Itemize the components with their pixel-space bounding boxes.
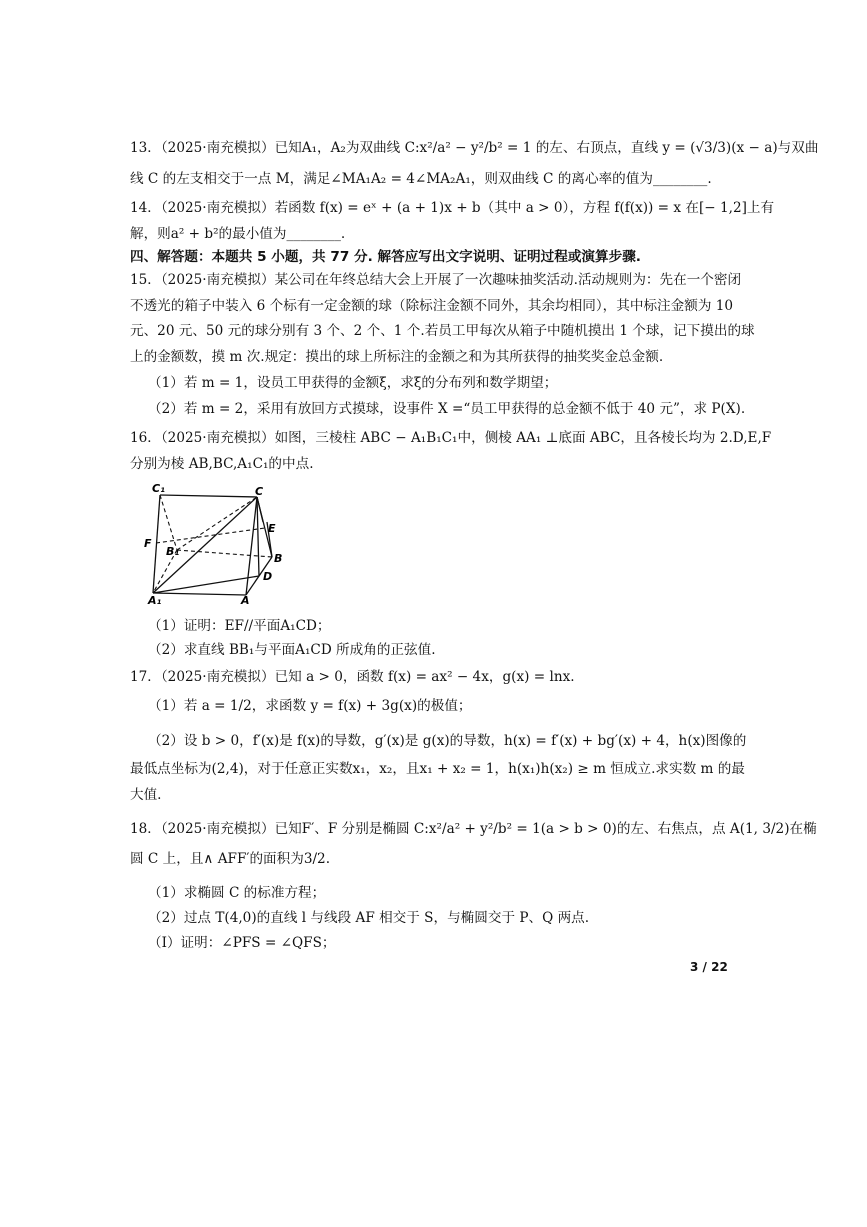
q15-line-2: 不透光的箱子中装入 6 个标有一定金额的球（除标注金额不同外，其余均相同），其中标注金额为 10 bbox=[130, 298, 734, 314]
label-c1: C₁ bbox=[152, 482, 165, 495]
label-f: F bbox=[144, 537, 152, 550]
label-a: A bbox=[241, 594, 250, 605]
q17-line-1: 17．（2025·南充模拟）已知 a > 0，函数 f(x) = ax² − 4x，g(x) = lnx. bbox=[130, 669, 575, 685]
q17-part-2-line-1: （2）设 b > 0，f′(x)是 f(x)的导数，g′(x)是 g(x)的导数，h(x) = f′(x) + bg′(x) + 4，h(x)图像的 bbox=[148, 733, 747, 749]
q13-line-1: 13．（2025·南充模拟）已知A₁，A₂为双曲线 C:x²/a² − y²/b² = 1 的左、右顶点，直线 y = (√3/3)(x − a)与双曲 bbox=[130, 140, 819, 156]
q16-part-2: （2）求直线 BB₁与平面A₁CD 所成角的正弦值. bbox=[148, 642, 436, 658]
q15-line-3: 元、20 元、50 元的球分别有 3 个、2 个、1 个.若员工甲每次从箱子中随机摸出 1 个球，记下摸出的球 bbox=[130, 323, 755, 339]
q16-part-1: （1）证明：EF//平面A₁CD； bbox=[148, 618, 331, 634]
label-a1: A₁ bbox=[148, 594, 162, 605]
q15-line-4: 上的金额数，摸 m 次.规定：摸出的球上所标注的金额之和为其所获得的抽奖奖金总金额. bbox=[130, 349, 664, 365]
label-d: D bbox=[263, 570, 273, 583]
label-b1: B₁ bbox=[166, 545, 180, 558]
q15-part-2: （2）若 m = 2，采用有放回方式摸球，设事件 X =“员工甲获得的总金额不低于 40 元”，求 P(X). bbox=[148, 401, 746, 417]
prism-figure bbox=[140, 480, 300, 605]
q13-line-2: 线 C 的左支相交于一点 M，满足∠MA₁A₂ = 4∠MA₂A₁，则双曲线 C 的离心率的值为________. bbox=[130, 171, 712, 187]
q14-line-2: 解，则a² + b²的最小值为________. bbox=[130, 226, 346, 242]
section-4-heading: 四、解答题：本题共 5 小题，共 77 分. 解答应写出文字说明、证明过程或演算步骤. bbox=[130, 249, 641, 265]
q17-part-2-line-3: 大值. bbox=[130, 787, 162, 803]
q17-part-1: （1）若 a = 1/2，求函数 y = f(x) + 3g(x)的极值； bbox=[148, 698, 472, 714]
q16-line-2: 分别为棱 AB,BC,A₁C₁的中点. bbox=[130, 456, 314, 472]
label-b: B bbox=[274, 552, 283, 565]
q15-line-1: 15．（2025·南充模拟）某公司在年终总结大会上开展了一次趣味抽奖活动.活动规则为：先在一个密闭 bbox=[130, 272, 742, 288]
label-e: E bbox=[268, 522, 276, 535]
q18-line-1: 18．（2025·南充模拟）已知F′、F 分别是椭圆 C:x²/a² + y²/b² = 1(a > b > 0)的左、右焦点，点 A(1, 3/2)在椭 bbox=[130, 821, 817, 837]
q14-line-1: 14．（2025·南充模拟）若函数 f(x) = eˣ + (a + 1)x + b（其中 a > 0），方程 f(f(x)) = x 在[− 1,2]上有 bbox=[130, 200, 775, 216]
q18-line-2: 圆 C 上，且∧ AFF′的面积为3/2. bbox=[130, 851, 331, 867]
q16-line-1: 16．（2025·南充模拟）如图，三棱柱 ABC − A₁B₁C₁中，侧棱 AA₁ ⊥底面 ABC，且各棱长均为 2.D,E,F bbox=[130, 430, 772, 446]
q15-part-1: （1）若 m = 1，设员工甲获得的金额ξ，求ξ的分布列和数学期望； bbox=[148, 375, 558, 391]
q18-part-2-i: （Ⅰ）证明：∠PFS = ∠QFS； bbox=[148, 935, 336, 951]
q17-part-2-line-2: 最低点坐标为(2,4)，对于任意正实数x₁，x₂，且x₁ + x₂ = 1，h(x₁)h(x₂) ≥ m 恒成立.求实数 m 的最 bbox=[130, 761, 745, 777]
q18-part-2: （2）过点 T(4,0)的直线 l 与线段 AF 相交于 S，与椭圆交于 P、Q 两点. bbox=[148, 910, 590, 926]
label-c: C bbox=[255, 485, 264, 498]
q18-part-1: （1）求椭圆 C 的标准方程； bbox=[148, 885, 326, 901]
page-number: 3 / 22 bbox=[690, 960, 728, 974]
